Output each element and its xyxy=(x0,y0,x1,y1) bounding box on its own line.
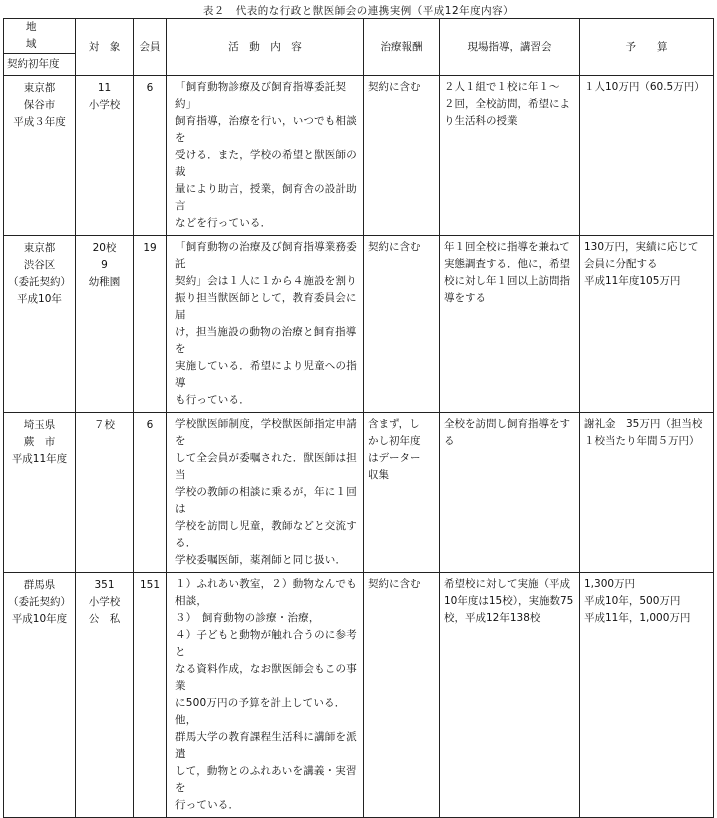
cell-members: 6 xyxy=(134,76,167,236)
cell-guidance: 全校を訪問し飼育指導をす る xyxy=(440,413,580,573)
cell-area: 東京都 渋谷区 （委託契約） 平成10年 xyxy=(4,236,76,413)
table-row xyxy=(4,76,714,236)
cell-fee: 契約に含む xyxy=(364,76,440,236)
header-activity: 活 動 内 容 xyxy=(167,19,364,76)
header-members: 会員 xyxy=(134,19,167,76)
table-row xyxy=(4,573,714,818)
cell-budget: １人10万円（60.5万円） xyxy=(580,76,714,236)
cell-members: 151 xyxy=(134,573,167,818)
cell-fee: 含まず，し かし初年度 はデーター 収集 xyxy=(364,413,440,573)
header-budget: 予 算 xyxy=(580,19,714,76)
header-year: 契約初年度 xyxy=(4,54,76,76)
cell-guidance: 希望校に対して実施（平成 10年度は15校），実施数75 校，平成12年138校 xyxy=(440,573,580,818)
cell-guidance: ２人１組で１校に年１～ ２回，全校訪問，希望によ り生活科の授業 xyxy=(440,76,580,236)
header-fee: 治療報酬 xyxy=(364,19,440,76)
cell-area: 群馬県 （委託契約） 平成10年度 xyxy=(4,573,76,818)
cooperation-table xyxy=(3,18,714,818)
header-guidance: 現場指導，講習会 xyxy=(440,19,580,76)
cell-budget: 130万円，実績に応じて 会員に分配する 平成11年度105万円 xyxy=(580,236,714,413)
cell-target: 11 小学校 xyxy=(76,76,134,236)
cell-activity: 「飼育動物診療及び飼育指導委託契約」 飼育指導，治療を行い，いつでも相談を 受ける．また，学校の希望と獣医師の裁 量により助言，授業，飼育舎の設計助言 などを行っている． xyxy=(167,76,364,236)
cell-activity: 「飼育動物の治療及び飼育指導業務委託 契約」会は１人に１から４施設を割り 振り担当獣医師として，教育委員会に届 け，担当施設の動物の治療と飼育指導を 実施している．希望により児童への指導 も行っている． xyxy=(167,236,364,413)
cell-target: 351 小学校 公 私 xyxy=(76,573,134,818)
cell-guidance: 年１回全校に指導を兼ねて 実態調査する．他に，希望 校に対し年１回以上訪問指 導をする xyxy=(440,236,580,413)
cell-area: 東京都 保谷市 平成３年度 xyxy=(4,76,76,236)
cell-activity: １）ふれあい教室，２）動物なんでも相談， ３） 飼育動物の診療・治療， ４）子どもと動物が触れ合うのに参考と なる資料作成，なお獣医師会もこの事業 に500万円の予算を計上している．他， 群馬大学の教育課程生活科に講師を派遣 して，動物とのふれあいを講義・実習を 行っている． xyxy=(167,573,364,818)
table-row xyxy=(4,413,714,573)
cell-activity: 学校獣医師制度，学校獣医師指定申請を して全会員が委嘱された．獣医師は担当 学校の教師の相談に乗るが，年に１回は 学校を訪問し児童，教師などと交流する． 学校委嘱医師，薬剤師と同じ扱い． xyxy=(167,413,364,573)
table-row xyxy=(4,236,714,413)
cell-budget: 1,300万円 平成10年，500万円 平成11年，1,000万円 xyxy=(580,573,714,818)
header-area: 地 域 xyxy=(4,19,76,54)
cell-budget: 謝礼金 35万円（担当校 １校当たり年間５万円） xyxy=(580,413,714,573)
cell-fee: 契約に含む xyxy=(364,573,440,818)
cell-target: 20校 9 幼稚園 xyxy=(76,236,134,413)
header-target: 対 象 xyxy=(76,19,134,76)
cell-members: 19 xyxy=(134,236,167,413)
table-caption: 表２ 代表的な行政と獣医師会の連携実例（平成12年度内容） xyxy=(202,5,515,17)
cell-fee: 契約に含む xyxy=(364,236,440,413)
cell-area: 埼玉県 蕨 市 平成11年度 xyxy=(4,413,76,573)
cell-members: 6 xyxy=(134,413,167,573)
cell-target: ７校 xyxy=(76,413,134,573)
